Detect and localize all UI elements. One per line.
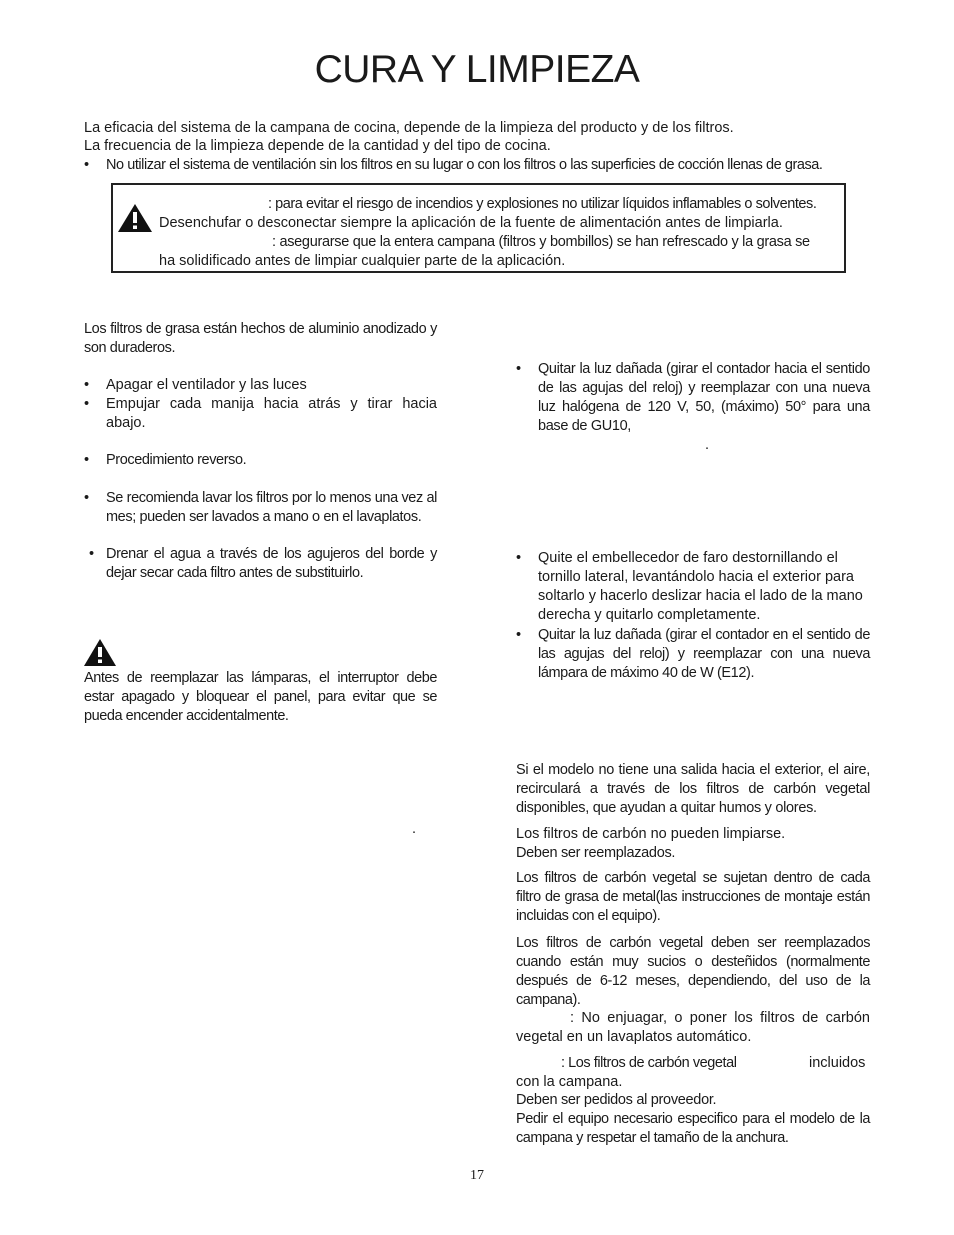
remove-step-2-text: Empujar cada manija hacia atrás y tirar hacia abajo. [106,396,437,431]
stray-dot: . [705,437,710,453]
lamp-warning-text: Antes de reemplazar las lámparas, el interruptor debe estar apagado y bloquear el panel, para evitar que se pueda encender accidentalmente. [84,670,437,724]
warning-line-4: ha solidificado antes de limpiar cualquier parte de la aplicación. [159,253,566,269]
grease-filters-intro: Los filtros de grasa están hechos de aluminio anodizado y son duraderos. [84,321,437,356]
incandescent-step-2-text: Quitar la luz dañada (girar el contador en el sentido de las agujas del reloj) y reemplazar con una nueva lámpara de máximo 40 de W (E12). [538,627,870,681]
charcoal-kit: Pedir el equipo necesario especifico para el modelo de la campana y respetar el tamaño de la anchura. [516,1111,870,1146]
bullet: • [89,546,95,562]
charcoal-mounting: Los filtros de carbón vegetal se sujetan dentro de cada filtro de grasa de metal(las instrucciones de montaje están incluidas con el equipo). [516,870,870,924]
intro-bullet [84,156,884,175]
charcoal-included-a: : Los filtros de carbón vegetal [561,1055,737,1071]
stray-dot: . [412,821,417,837]
charcoal-replace-when: Los filtros de carbón vegetal deben ser reemplazados cuando están muy sucios o desteñidos (normalmente después de 6-12 meses, dependiendo, del uso de la campana). [516,935,870,1008]
warning-line-3: : asegurarse que la entera campana (filtros y bombillos) se han refrescado y la grasa se [272,234,810,250]
bullet: • [84,490,90,506]
incandescent-step-1-text: Quite el embellecedor de faro destornillando el tornillo lateral, levantándolo hacia el exterior para soltarlo y hacerlo deslizar hacia el lado de la mano derecha y quitarlo completamente. [538,550,863,623]
clean-step-1-text: Se recomienda lavar los filtros por lo menos una vez al mes; pueden ser lavados a mano o en el lavaplatos. [106,490,437,525]
charcoal-order: Deben ser pedidos al proveedor. [516,1092,717,1108]
install-step-text: Procedimiento reverso. [106,452,247,468]
warning-line-1: : para evitar el riesgo de incendios y explosiones no utilizar líquidos inflamables o solventes. [268,196,817,212]
page-title: CURA Y LIMPIEZA [314,48,640,91]
remove-step-1-text: Apagar el ventilador y las luces [106,377,307,393]
remove-step-1 [84,376,437,395]
intro-line-1: La eficacia del sistema de la campana de cocina, depende de la limpieza del producto y de los filtros. [84,120,734,136]
bullet: • [84,377,90,393]
halogen-step [516,360,870,436]
intro-line-2: La frecuencia de la limpieza depende de la cantidad y del tipo de cocina. [84,138,551,154]
charcoal-replace: Deben ser reemplazados. [516,845,676,861]
bullet: • [516,627,522,643]
charcoal-no-clean: Los filtros de carbón no pueden limpiarse. [516,826,786,842]
clean-step-1 [84,489,437,527]
bullet: • [84,452,90,468]
warning-icon [83,638,117,667]
bullet: • [516,361,522,377]
incandescent-step-1 [516,549,870,625]
bullet: • [84,157,89,173]
remove-step-2 [84,395,437,433]
warning-box [111,183,846,273]
warning-icon [117,203,153,233]
charcoal-no-rinse: : No enjuagar, o poner los filtros de carbón vegetal en un lavaplatos automático. [516,1010,870,1045]
bullet: • [516,550,522,566]
warning-line-2: Desenchufar o desconectar siempre la aplicación de la fuente de alimentación antes de limpiarla. [159,215,783,231]
clean-step-2-text: Drenar el agua a través de los agujeros del borde y dejar secar cada filtro antes de substituirlo. [106,546,437,581]
charcoal-included-b: incluidos [809,1055,866,1071]
charcoal-included-c: con la campana. [516,1074,623,1090]
page-number: 17 [470,1168,484,1183]
intro-bullet-text: No utilizar el sistema de ventilación sin los filtros en su lugar o con los filtros o las superficies de cocción llenas de grasa. [106,157,823,173]
halogen-step-text: Quitar la luz dañada (girar el contador hacia el sentido de las agujas del reloj) y reemplazar con una nueva luz halógena de 120 V, 50, (máximo) 50° para una base de GU10, [538,361,870,434]
incandescent-step-2 [516,626,870,683]
charcoal-intro: Si el modelo no tiene una salida hacia el exterior, el aire, recirculará a través de los filtros de carbón vegetal disponibles, que ayudan a quitar humos y olores. [516,762,870,816]
install-step [84,451,437,470]
clean-step-2 [84,545,437,583]
bullet: • [84,396,90,412]
